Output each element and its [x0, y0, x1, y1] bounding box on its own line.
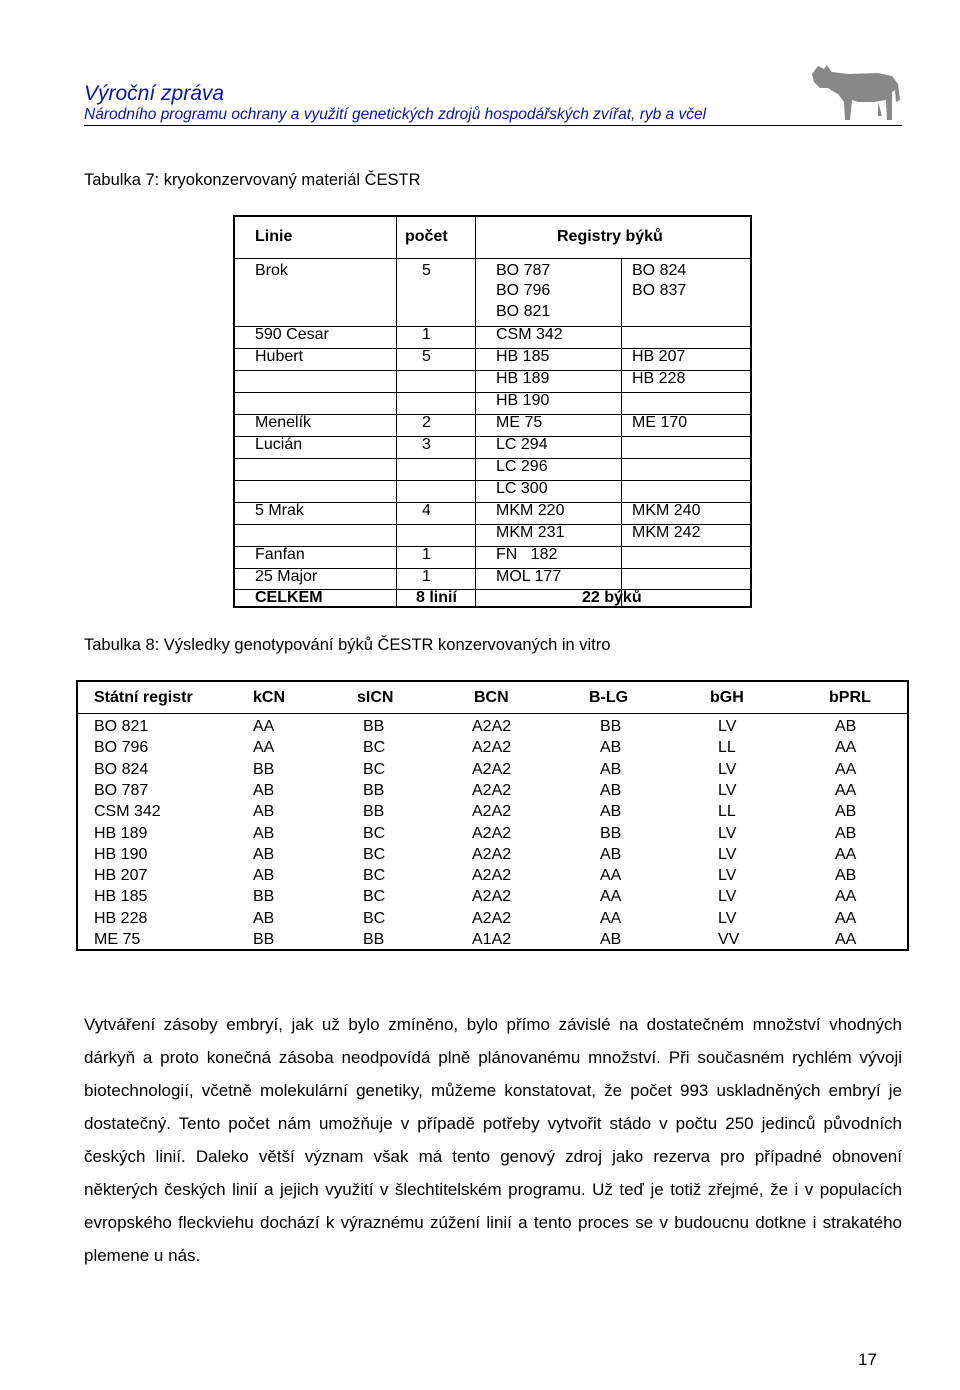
body-paragraph: Vytváření zásoby embryí, jak už bylo zmíněno, bylo přímo závislé na dostatečném množství vhodných dárkyň a proto konečná zásoba neodpovídá plně plánovanému množství. Při současném rychlém vývoji biotechnologií, včetně molekulární genetiky, můžeme konstatovat, že počet 993 uskladněných embryí je dostatečný. Tento počet nám umožňuje v případě potřeby vytvořit stádo v počtu 250 jedinců původních českých linií. Daleko větší význam však má tento genový zdroj jako rezerva pro případné obnovení některých českých linií a jejich využití v šlechtitelském programu. Už teď je totiž zřejmé, že i v populacích evropského fleckviehu dochází k výraznému zúžení linií a tento proces se v budoucnu dotkne i strakatého plemene u nás.: [84, 1015, 902, 1265]
table7-pocet: 5: [422, 348, 431, 365]
table8-header: kCN: [253, 689, 286, 706]
table7-linie: 25 Major: [255, 568, 318, 585]
table8-genotype-cell: AB: [253, 845, 275, 863]
table8-registry-cell: BO 787: [94, 781, 149, 799]
table7-registry: HB 189: [496, 370, 550, 387]
table7-col-divider: [621, 258, 622, 606]
table8-header: BCN: [474, 689, 509, 706]
table8-genotype-cell: AB: [253, 781, 275, 799]
table8-genotype-cell: LV: [718, 845, 737, 863]
table7-registry: BO 787: [496, 262, 551, 279]
table8-genotype-cell: AA: [835, 931, 857, 948]
table8-header: bPRL: [829, 689, 871, 706]
table7-total-label: CELKEM: [255, 589, 323, 606]
table8-registry-cell: ME 75: [94, 931, 141, 948]
table7-registry: LC 300: [496, 480, 548, 497]
table8-genotype-cell: AA: [835, 739, 857, 757]
table8-caption: Tabulka 8: Výsledky genotypování býků ČESTR konzervovaných in vitro: [84, 636, 611, 654]
table7-registry: MKM 242: [632, 524, 701, 541]
table8-genotype-cell: BB: [600, 824, 622, 842]
table8-genotype-cell: LV: [718, 760, 737, 778]
table8-genotype-cell: AB: [600, 845, 622, 863]
table7-pocet: 4: [422, 502, 431, 519]
table8-header-separator: [78, 713, 907, 714]
table7-linie: Hubert: [255, 348, 304, 365]
table8-genotype-cell: BC: [363, 909, 386, 927]
page-number: 17: [858, 1350, 877, 1369]
table8-genotype-cell: A2A2: [472, 845, 512, 863]
table8-genotype-cell: BB: [363, 718, 385, 735]
table7-pocet: 1: [422, 568, 431, 585]
table8-genotype-cell: AB: [835, 803, 857, 821]
table8-genotype-cell: BC: [363, 739, 386, 757]
table8-genotype-cell: AA: [835, 845, 857, 863]
table8-genotype-cell: A2A2: [472, 909, 512, 927]
table7-registry: LC 294: [496, 436, 548, 453]
table8-genotype-cell: A2A2: [472, 824, 512, 842]
table8-genotype-cell: VV: [718, 931, 740, 948]
table8-genotype-cell: LV: [718, 824, 737, 842]
table8-registry-cell: BO 796: [94, 739, 149, 757]
table7-header-pocet: počet: [405, 228, 448, 245]
table8-genotype-cell: BC: [363, 760, 386, 778]
header-subtitle: Národního programu ochrany a využití genetických zdrojů hospodářských zvířat, ryb a včel: [84, 106, 707, 123]
table7-total-lines: 8 linií: [416, 589, 457, 606]
table7-registry: ME 75: [496, 414, 543, 431]
table7-row-line: [235, 392, 750, 393]
table8-registry-cell: HB 189: [94, 824, 148, 842]
table8-genotype-cell: AB: [600, 781, 622, 799]
table7-pocet: 1: [422, 326, 431, 343]
table8-genotype-cell: AA: [835, 909, 857, 927]
table8-genotype-cell: AB: [600, 739, 622, 757]
table7-registry: ME 170: [632, 414, 688, 431]
table7-header-registry: Registry býků: [557, 228, 663, 245]
table8-genotype-cell: A2A2: [472, 888, 512, 906]
table8-registry-cell: HB 228: [94, 909, 148, 927]
table7-registry: MKM 231: [496, 524, 565, 541]
table7: [233, 215, 752, 608]
table8-header: Státní registr: [94, 689, 193, 706]
table8-genotype-cell: BB: [600, 718, 622, 735]
table8-genotype-cell: A1A2: [472, 931, 512, 948]
table8-genotype-cell: AA: [835, 781, 857, 799]
table7-col-divider: [475, 217, 476, 606]
table8-genotype-cell: LV: [718, 888, 737, 906]
table8-registry-cell: HB 185: [94, 888, 148, 906]
table8-genotype-cell: AB: [835, 824, 857, 842]
table8-registry-cell: BO 824: [94, 760, 149, 778]
table8-registry-cell: CSM 342: [94, 803, 161, 821]
table7-registry: BO 837: [632, 282, 687, 299]
table8-genotype-cell: LV: [718, 718, 737, 735]
table7-registry: CSM 342: [496, 326, 563, 343]
table7-registry: HB 228: [632, 370, 686, 387]
table8-genotype-cell: LL: [718, 803, 736, 821]
table7-registry: BO 796: [496, 282, 551, 299]
table7-caption: Tabulka 7: kryokonzervovaný materiál ČESTR: [84, 171, 421, 189]
table8-genotype-cell: LL: [718, 739, 736, 757]
table8-registry-cell: BO 821: [94, 718, 149, 735]
table8-genotype-cell: A2A2: [472, 760, 512, 778]
table8-genotype-cell: AA: [600, 867, 622, 885]
table7-pocet: 2: [422, 414, 431, 431]
table8-genotype-cell: A2A2: [472, 718, 512, 735]
table8-genotype-cell: A2A2: [472, 781, 512, 799]
table8-genotype-cell: AB: [253, 824, 275, 842]
table7-linie: Fanfan: [255, 546, 305, 563]
table7-linie: Menelík: [255, 414, 312, 431]
table8-genotype-cell: AB: [253, 803, 275, 821]
table8: [76, 680, 909, 951]
table7-linie: 5 Mrak: [255, 502, 304, 519]
table8-genotype-cell: AA: [253, 739, 275, 757]
table8-genotype-cell: AB: [600, 760, 622, 778]
table7-pocet: 5: [422, 262, 431, 279]
table7-registry: FN 182: [496, 546, 558, 563]
table8-registry-cell: HB 207: [94, 867, 148, 885]
table7-row-line: [235, 480, 750, 481]
table8-genotype-cell: BC: [363, 845, 386, 863]
table7-row-line: [235, 458, 750, 459]
table8-genotype-cell: AA: [835, 888, 857, 906]
table8-genotype-cell: AA: [600, 888, 622, 906]
table7-linie: Lucián: [255, 436, 303, 453]
table8-genotype-cell: AB: [835, 867, 857, 885]
cow-icon: [808, 60, 904, 124]
table8-genotype-cell: AA: [600, 909, 622, 927]
table8-registry-cell: HB 190: [94, 845, 148, 863]
table8-genotype-cell: BB: [253, 760, 275, 778]
table8-genotype-cell: AB: [835, 718, 857, 735]
table7-pocet: 1: [422, 546, 431, 563]
table8-genotype-cell: BB: [363, 781, 385, 799]
table7-linie: Brok: [255, 262, 288, 279]
table7-row-line: [235, 546, 750, 547]
table8-genotype-cell: BB: [253, 931, 275, 948]
table8-genotype-cell: LV: [718, 909, 737, 927]
table8-genotype-cell: A2A2: [472, 803, 512, 821]
table8-genotype-cell: A2A2: [472, 867, 512, 885]
table7-registry: MKM 220: [496, 502, 565, 519]
table7-registry: HB 190: [496, 392, 550, 409]
table8-header: bGH: [710, 689, 744, 706]
table7-col-divider: [396, 217, 397, 606]
header-title: Výroční zpráva: [84, 82, 225, 105]
table7-registry: BO 821: [496, 303, 551, 320]
table8-genotype-cell: BC: [363, 888, 386, 906]
table7-linie: 590 Cesar: [255, 326, 329, 343]
table7-header-linie: Linie: [255, 228, 293, 245]
table8-genotype-cell: LV: [718, 781, 737, 799]
table8-genotype-cell: BB: [253, 888, 275, 906]
table8-genotype-cell: AB: [253, 867, 275, 885]
table8-genotype-cell: A2A2: [472, 739, 512, 757]
table7-registry: LC 296: [496, 458, 548, 475]
table8-genotype-cell: AA: [835, 760, 857, 778]
table7-registry: MOL 177: [496, 568, 562, 585]
table7-registry: HB 207: [632, 348, 686, 365]
table8-genotype-cell: AB: [253, 909, 275, 927]
table7-row-line: [235, 436, 750, 437]
table7-pocet: 3: [422, 436, 431, 453]
table7-total-bulls: 22 býků: [582, 589, 642, 606]
table8-genotype-cell: BC: [363, 867, 386, 885]
table7-header-row: [235, 217, 750, 259]
table8-genotype-cell: LV: [718, 867, 737, 885]
header-rule: [84, 125, 902, 126]
table8-genotype-cell: AB: [600, 931, 622, 948]
table8-genotype-cell: AB: [600, 803, 622, 821]
table8-header: sICN: [357, 689, 394, 706]
table7-registry: MKM 240: [632, 502, 701, 519]
table8-genotype-cell: BC: [363, 824, 386, 842]
table8-genotype-cell: BB: [363, 931, 385, 948]
table8-header: B-LG: [589, 689, 629, 706]
table8-genotype-cell: BB: [363, 803, 385, 821]
table8-genotype-cell: AA: [253, 718, 275, 735]
table7-registry: HB 185: [496, 348, 550, 365]
table7-registry: BO 824: [632, 262, 687, 279]
